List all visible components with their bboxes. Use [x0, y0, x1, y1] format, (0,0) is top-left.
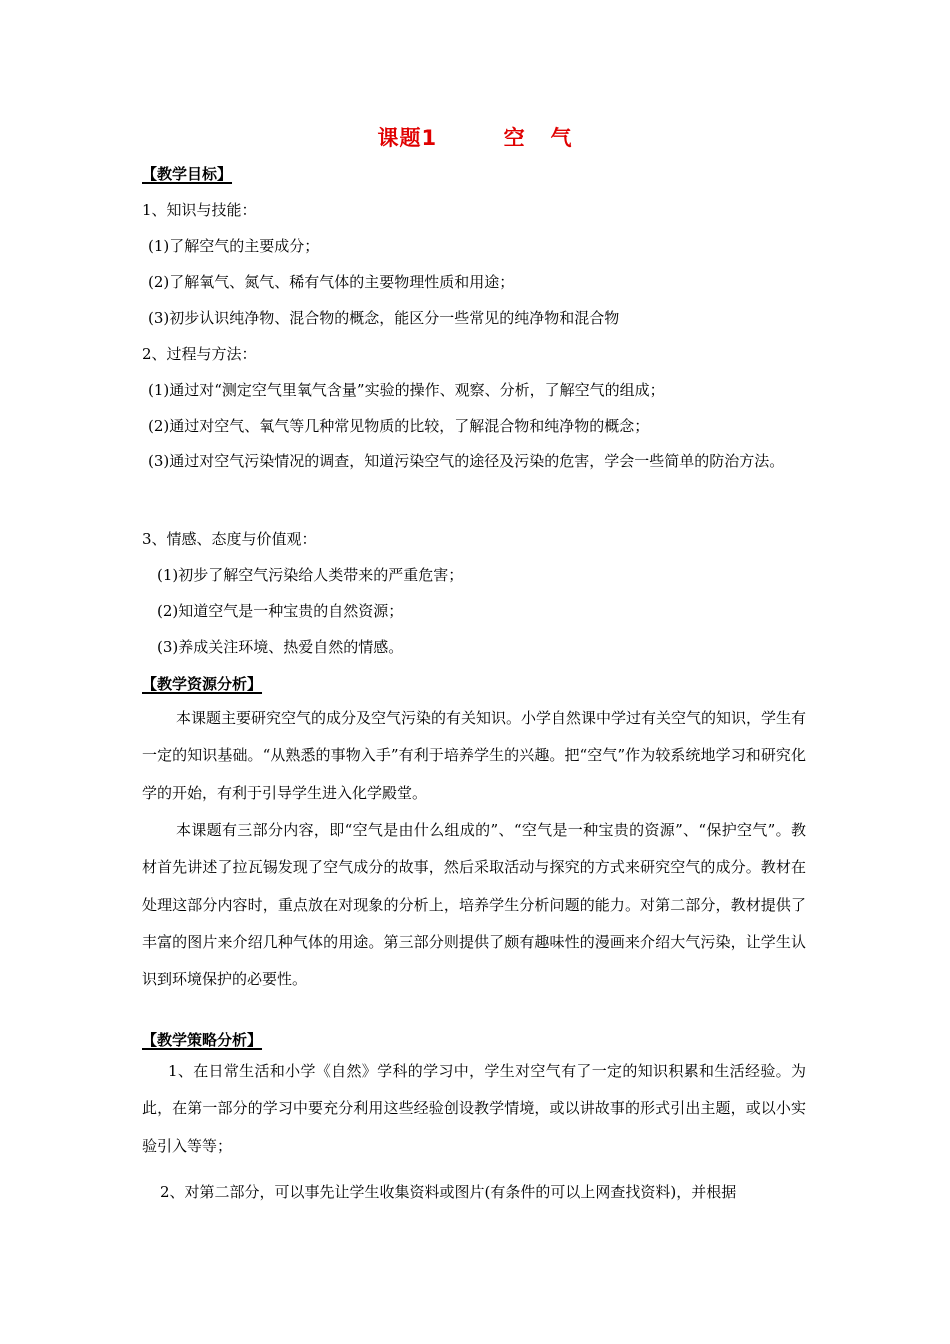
goals-knowledge-item: (3)初步认识纯净物、混合物的概念，能区分一些常见的纯净物和混合物: [148, 309, 620, 327]
heading-strategy-analysis: 【教学策略分析】: [142, 1031, 263, 1049]
goals-emotion-item: (1)初步了解空气污染给人类带来的严重危害；: [157, 566, 464, 584]
goals-process-item: (2)通过对空气、氧气等几种常见物质的比较，了解混合物和纯净物的概念；: [148, 417, 650, 435]
heading-teaching-goals: 【教学目标】: [142, 165, 233, 183]
goals-emotion-item: (3)养成关注环境、热爱自然的情感。: [157, 638, 404, 656]
goals-process-item: (1)通过对“测定空气里氧气含量”实验的操作、观察、分析，了解空气的组成；: [148, 381, 665, 399]
goals-emotion-item: (2)知道空气是一种宝贵的自然资源；: [157, 602, 404, 620]
page-title: 课题1 空 气: [377, 126, 573, 150]
goals-process-item: (3)通过对空气污染情况的调查，知道污染空气的途径及污染的危害，学会一些简单的防治方法。: [148, 452, 785, 470]
strategy-paragraph: 1、在日常生活和小学《自然》学科的学习中，学生对空气有了一定的知识积累和生活经验。为此，在第一部分的学习中要充分利用这些经验创设教学情境，或以讲故事的形式引出主题，或以小实验引入等等；: [142, 1062, 806, 1155]
goals-knowledge-item: (2)了解氧气、氮气、稀有气体的主要物理性质和用途；: [148, 273, 515, 291]
goals-process-label: 2、过程与方法：: [142, 345, 257, 363]
resource-paragraph: 本课题主要研究空气的成分及空气污染的有关知识。小学自然课中学过有关空气的知识，学生有一定的知识基础。“从熟悉的事物入手”有利于培养学生的兴趣。把“空气”作为较系统地学习和研究化学的开始，有利于引导学生进入化学殿堂。: [142, 709, 807, 802]
goals-emotion-label: 3、情感、态度与价值观：: [142, 530, 317, 548]
strategy-paragraph: 2、对第二部分，可以事先让学生收集资料或图片(有条件的可以上网查找资料)，并根据: [160, 1183, 737, 1201]
goals-knowledge-label: 1、知识与技能：: [142, 201, 257, 219]
resource-paragraph: 本课题有三部分内容，即“空气是由什么组成的”、“空气是一种宝贵的资源”、“保护空气”。教材首先讲述了拉瓦锡发现了空气成分的故事，然后采取活动与探究的方式来研究空气的成分。教材在处理这部分内容时，重点放在对现象的分析上，培养学生分析问题的能力。对第二部分，教材提供了丰富的图片来介绍几种气体的用途。第三部分则提供了颇有趣味性的漫画来介绍大气污染，让学生认识到环境保护的必要性。: [142, 821, 806, 989]
goals-knowledge-item: (1)了解空气的主要成分；: [148, 237, 320, 255]
heading-resource-analysis: 【教学资源分析】: [142, 675, 263, 693]
